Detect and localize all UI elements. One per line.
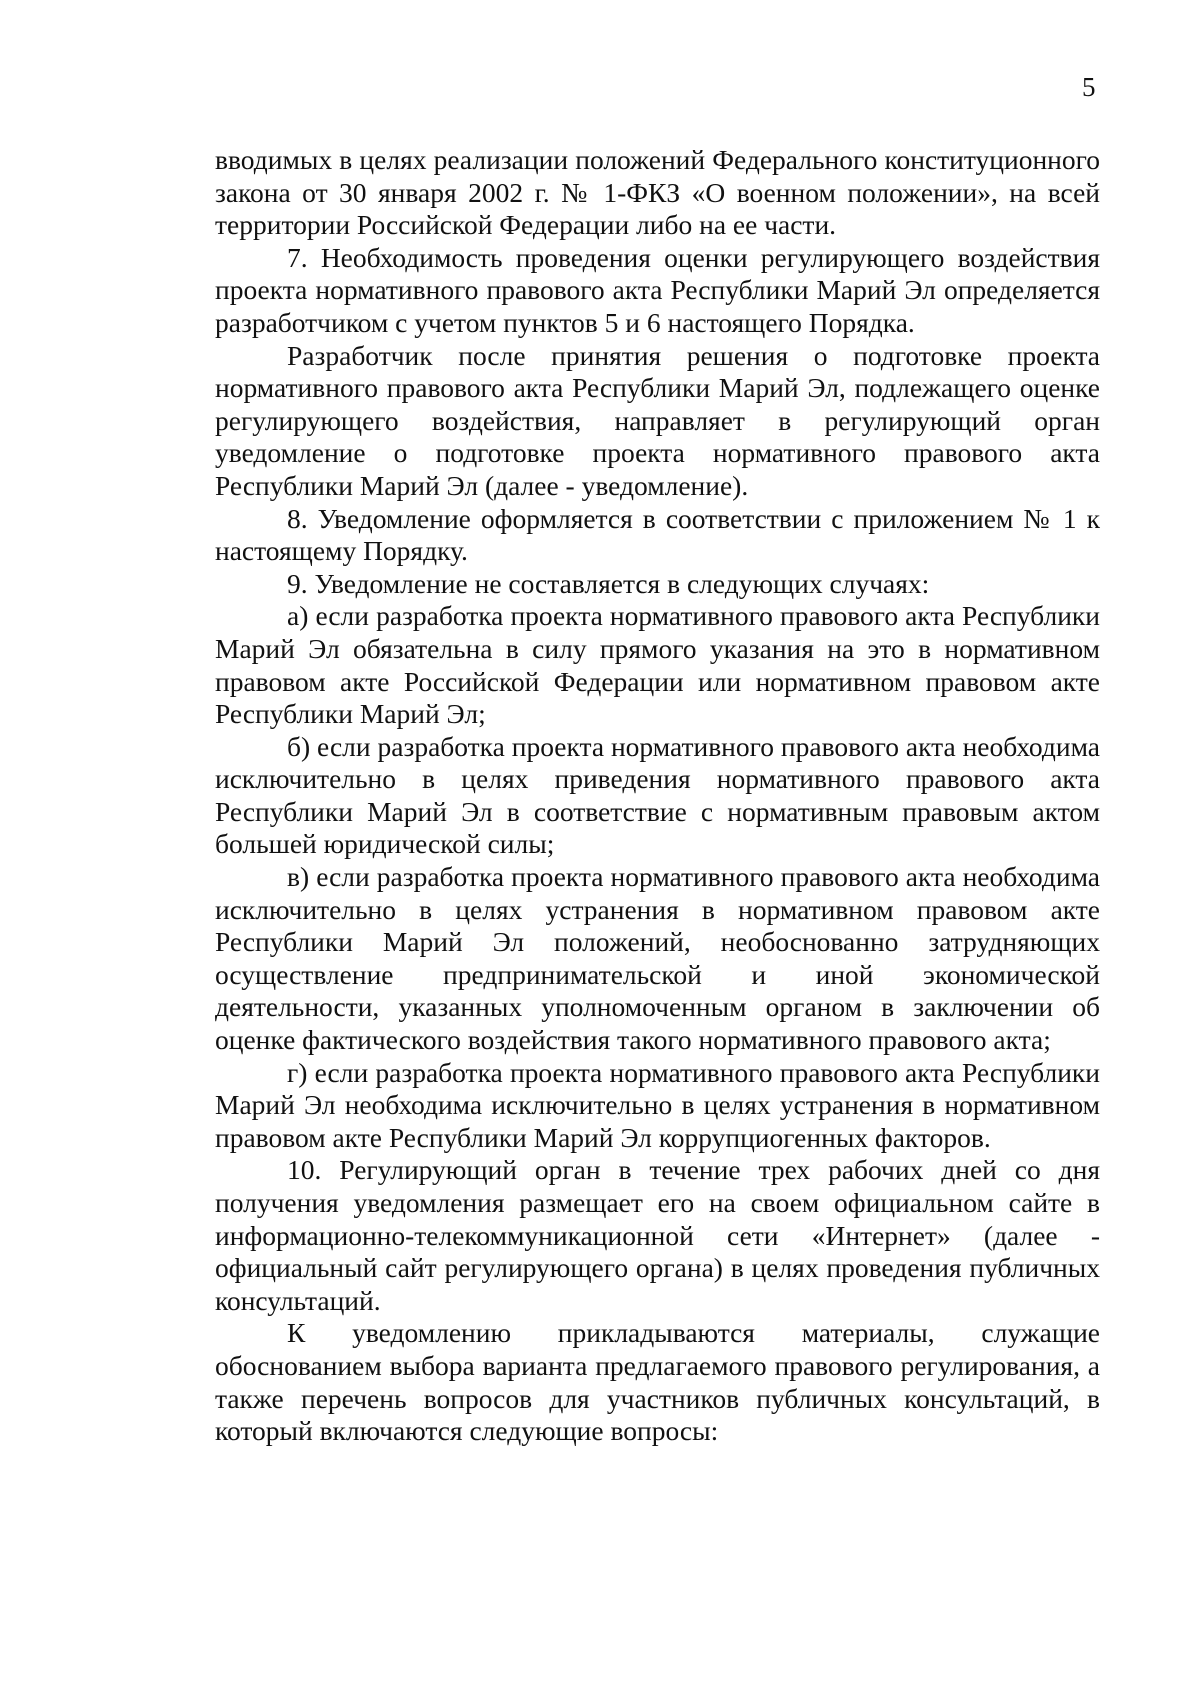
paragraph-item-8: 8. Уведомление оформляется в соответствии с приложением № 1 к настоящему Порядку. [215,502,1100,567]
paragraph-attachments: К уведомлению прикладываются материалы, служащие обоснованием выбора варианта предлагаемого правового регулирования, а также перечень вопросов для участников публичных консультаций, в который включаются следующие вопросы: [215,1317,1100,1447]
paragraph-subitem-a: а) если разработка проекта нормативного правового акта Республики Марий Эл обязательна в силу прямого указания на это в нормативном правовом акте Российской Федерации или нормативном правовом акте Республики Марий Эл; [215,600,1100,730]
paragraph-subitem-g: г) если разработка проекта нормативного правового акта Республики Марий Эл необходима исключительно в целях устранения в нормативном правовом акте Республики Марий Эл коррупциогенных факторов. [215,1056,1100,1153]
page-number: 5 [1082,72,1096,102]
paragraph-developer-notice: Разработчик после принятия решения о подготовке проекта нормативного правового акта Республики Марий Эл, подлежащего оценке регулирующего воздействия, направляет в регулирующий орган уведомление о подготовке проекта нормативного правового акта Республики Марий Эл (далее - уведомление). [215,339,1100,501]
document-body [215,144,1100,1448]
paragraph-item-10: 10. Регулирующий орган в течение трех рабочих дней со дня получения уведомления размещает его на своем официальном сайте в информационно-телекоммуникационной сети «Интернет» (далее - официальный сайт регулирующего органа) в целях проведения публичных консультаций. [215,1154,1100,1316]
paragraph-subitem-v: в) если разработка проекта нормативного правового акта необходима исключительно в целях устранения в нормативном правовом акте Республики Марий Эл положений, необоснованно затрудняющих осуществление предпринимательской и иной экономической деятельности, указанных уполномоченным органом в заключении об оценке фактического воздействия такого нормативного правового акта; [215,861,1100,1056]
paragraph-item-9: 9. Уведомление не составляется в следующих случаях: [287,567,930,599]
paragraph-subitem-b: б) если разработка проекта нормативного правового акта необходима исключительно в целях приведения нормативного правового акта Республики Марий Эл в соответствие с нормативным правовым актом большей юридической силы; [215,730,1100,860]
paragraph-item-7: 7. Необходимость проведения оценки регулирующего воздействия проекта нормативного правового акта Республики Марий Эл определяется разработчиком с учетом пунктов 5 и 6 настоящего Порядка. [215,241,1100,338]
paragraph-continuation: вводимых в целях реализации положений Федерального конституционного закона от 30 января 2002 г. № 1-ФКЗ «О военном положении», на всей территории Российской Федерации либо на ее части. [215,144,1100,241]
